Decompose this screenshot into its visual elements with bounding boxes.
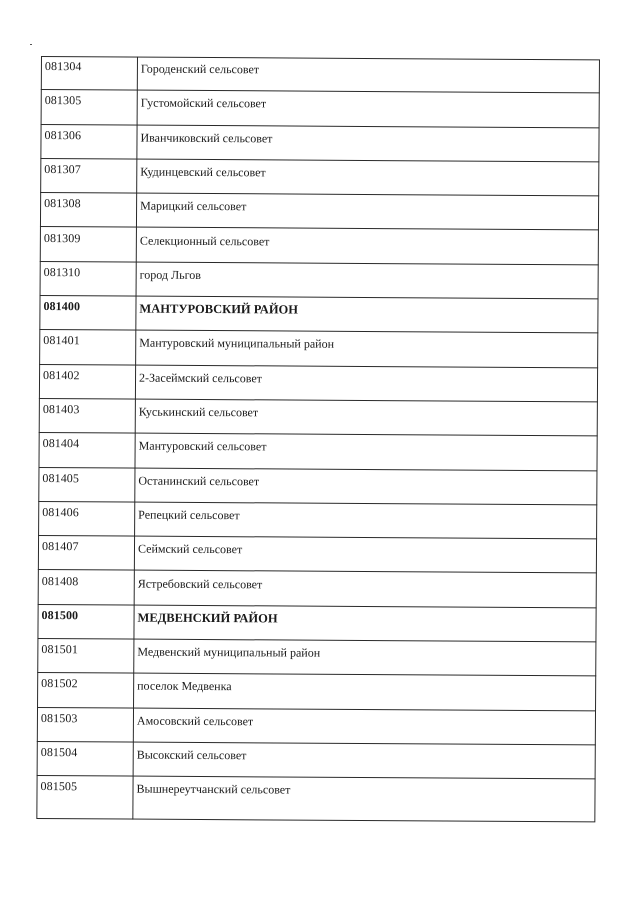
district-header-row bbox=[39, 296, 598, 334]
row-code: 081306 bbox=[44, 127, 82, 142]
row-name: Мантуровский муниципальный район bbox=[139, 335, 335, 352]
row-name: Густомойский сельсовет bbox=[140, 95, 267, 111]
row-name: МЕДВЕНСКИЙ РАЙОН bbox=[137, 610, 278, 626]
row-name: Иванчиковский сельсовет bbox=[140, 130, 273, 146]
row-code: 081307 bbox=[44, 161, 81, 177]
row-name: Репецкий сельсовет bbox=[138, 507, 240, 523]
row-code: 081309 bbox=[43, 230, 81, 245]
row-name: 2-Засеймский сельсовет bbox=[138, 370, 262, 386]
table-row bbox=[36, 776, 595, 814]
row-code: 081305 bbox=[44, 93, 82, 108]
row-code: 081404 bbox=[42, 436, 80, 451]
row-name: Амосовский сельсовет bbox=[136, 713, 254, 728]
table-row bbox=[40, 193, 599, 231]
row-name: поселок Медвенка bbox=[137, 678, 232, 694]
row-name: Останинский сельсовет bbox=[138, 473, 260, 488]
table-row bbox=[38, 502, 597, 540]
row-code: 081505 bbox=[40, 779, 78, 794]
row-code: 081503 bbox=[40, 710, 78, 725]
table-row bbox=[37, 742, 596, 780]
code-table bbox=[36, 56, 600, 822]
row-code: 081401 bbox=[43, 333, 80, 348]
row-code: 081405 bbox=[42, 470, 80, 485]
table-row bbox=[38, 570, 597, 608]
row-code: 081502 bbox=[41, 676, 78, 691]
table-row bbox=[39, 330, 598, 368]
row-name: город Льгов bbox=[139, 267, 202, 282]
row-code: 081402 bbox=[43, 367, 80, 382]
table-row bbox=[40, 159, 599, 197]
table-row bbox=[37, 708, 596, 746]
table-row bbox=[40, 262, 599, 300]
row-name: Сеймский сельсовет bbox=[137, 541, 243, 557]
table-row bbox=[37, 673, 596, 711]
district-header-row bbox=[37, 605, 596, 643]
row-code: 081407 bbox=[41, 539, 79, 554]
row-name: Ястребовский сельсовет bbox=[137, 576, 263, 591]
table-row bbox=[38, 468, 597, 506]
table-row bbox=[39, 399, 598, 437]
row-name: Селекционный сельсовет bbox=[139, 233, 270, 248]
table-row bbox=[41, 90, 600, 128]
scan-speck bbox=[30, 44, 32, 45]
table-row bbox=[38, 536, 597, 574]
row-name: Городенский сельсовет bbox=[140, 61, 260, 77]
row-code: 081403 bbox=[42, 402, 80, 417]
row-name: Куськинский сельсовет bbox=[138, 404, 259, 420]
row-code: 081304 bbox=[44, 59, 82, 74]
table-row bbox=[39, 365, 598, 403]
table-row bbox=[41, 56, 600, 94]
row-code: 081501 bbox=[41, 642, 79, 657]
table-row bbox=[40, 227, 599, 265]
row-code: 081400 bbox=[43, 299, 81, 314]
table-row bbox=[37, 639, 596, 677]
table-body bbox=[40, 56, 600, 797]
table-row bbox=[40, 125, 599, 163]
row-code: 081310 bbox=[43, 264, 81, 280]
row-name: МАНТУРОВСКИЙ РАЙОН bbox=[139, 301, 299, 317]
row-code: 081308 bbox=[44, 196, 81, 211]
row-name: Марицкий сельсовет bbox=[140, 198, 247, 214]
row-code: 081500 bbox=[41, 607, 79, 623]
table-row bbox=[38, 433, 597, 471]
row-name: Медвенский муниципальный район bbox=[137, 644, 321, 660]
row-name: Вышнереутчанский сельсовет bbox=[136, 781, 291, 797]
row-code: 081408 bbox=[41, 573, 79, 588]
row-name: Мантуровский сельсовет bbox=[138, 438, 267, 454]
row-name: Высокский сельсовет bbox=[136, 747, 247, 763]
row-code: 081406 bbox=[42, 504, 79, 520]
row-name: Кудинцевский сельсовет bbox=[140, 164, 266, 180]
row-code: 081504 bbox=[40, 745, 78, 760]
